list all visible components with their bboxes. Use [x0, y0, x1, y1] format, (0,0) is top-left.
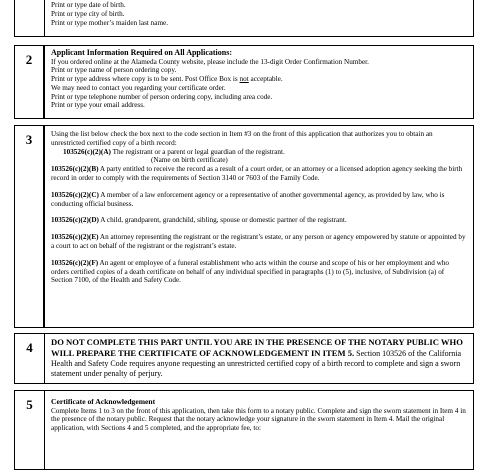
code-a-item: 103526(c)(2)(A) The registrant or a parent or legal guardian of the registrant.: [63, 147, 285, 156]
code-d-item: 103526(c)(2)(D) A child, grandparent, grandchild, sibling, spouse or domestic partner of the registrant.: [51, 216, 347, 225]
section-5-text: [51, 397, 467, 433]
section-2-number: 2: [15, 46, 45, 118]
code-f-item: 103526(c)(2)(F) An agent or employee of a funeral establishment who acts within the course and scope of his or her employment and who orders certified copies of a death certificate on behalf of any individual specified in paragraphs (1) to (5), inclusive, of Subdivision (a) of Section 7100, of the Health and Safety Code.: [51, 258, 450, 285]
section-3: [14, 125, 474, 328]
section-2-line-4: We may need to contact you regarding your certificate order.: [51, 83, 226, 92]
dob-instruction: Print or type date of birth.: [51, 1, 126, 9]
section-1-text: [51, 1, 467, 27]
section-2-heading: Applicant Information Required on All Applications:: [51, 48, 232, 57]
section-2-text: [51, 48, 467, 110]
section-4: [14, 333, 474, 384]
section-2-line-1: If you ordered online at the Alameda County website, please include the 13-digit Order Confirmation Number.: [51, 57, 369, 66]
section-1-continued: [14, 0, 474, 37]
section-3-text: [51, 130, 467, 285]
section-2-line-3: Print or type address where copy is to be sent. Post Office Box is not acceptable.: [51, 75, 283, 84]
maiden-name-instruction: Print or type mother’s maiden last name.: [51, 18, 169, 27]
section-4-text: [51, 337, 467, 379]
section-3-intro: Using the list below check the box next to the code section in Item #3 on the front of this application that authorizes you to obtain an unrestricted certified copy of a birth record:: [51, 130, 433, 147]
sworn-statement-note: Section 103526 of the California Health and Safety Code requires anyone requesting an unrestricted certified copy of a birth record to complete and sign a sworn statement under penalty of perjury.: [51, 349, 462, 378]
section-5-number: 5: [15, 391, 45, 469]
section-2-line-6: Print or type your email address.: [51, 101, 145, 110]
section-4-body: [51, 337, 467, 379]
form-instructions: [14, 0, 474, 452]
section-5-heading: Certificate of Acknowledgement: [51, 397, 156, 406]
code-e-item: 103526(c)(2)(E) An attorney representing the registrant or the registrant’s estate, or any person or agency empowered by statute or appointed by a court to act on behalf of the registrant or the registrant’s estate.: [51, 233, 466, 250]
section-3-number: 3: [15, 126, 45, 327]
code-b-item: 103526(c)(2)(B) A party entitled to receive the record as a result of a court order, or an attorney or a licensed adoption agency seeking the birth record in order to comply with the requirements of Section 3140 or 7603 of the Family Code.: [51, 165, 463, 182]
section-number-cell: [15, 0, 45, 36]
section-5: [14, 390, 474, 470]
code-a-sub: (Name on birth certificate): [151, 156, 228, 165]
city-instruction: Print or type city of birth.: [51, 9, 125, 18]
notary-warning: DO NOT COMPLETE THIS PART UNTIL YOU ARE IN THE PRESENCE OF THE NOTARY PUBLIC WHO WILL PREPARE THE CERTIFICATE OF ACKNOWLEDGEMENT IN ITEM 5.: [51, 337, 463, 358]
section-2-line-2: Print or type name of person ordering copy.: [51, 66, 177, 75]
section-2: [14, 45, 474, 119]
section-2-line-5: Print or type telephone number of person ordering copy, including area code.: [51, 92, 273, 101]
section-4-number: 4: [15, 334, 45, 383]
section-5-body: Complete Items 1 to 3 on the front of this application, then take this form to a notary public. Complete and sign the sworn statement in Item 4 in the presence of the notary public. Request that the notary acknowledge your signature in the sworn statement in Item 4. Mail the original application, with Sections 4 and 5 completed, and the appropriate fee, to:: [51, 406, 466, 433]
code-c-item: 103526(c)(2)(C) A member of a law enforcement agency or a representative of another governmental agency, as provided by law, who is conducting official business.: [51, 190, 445, 208]
